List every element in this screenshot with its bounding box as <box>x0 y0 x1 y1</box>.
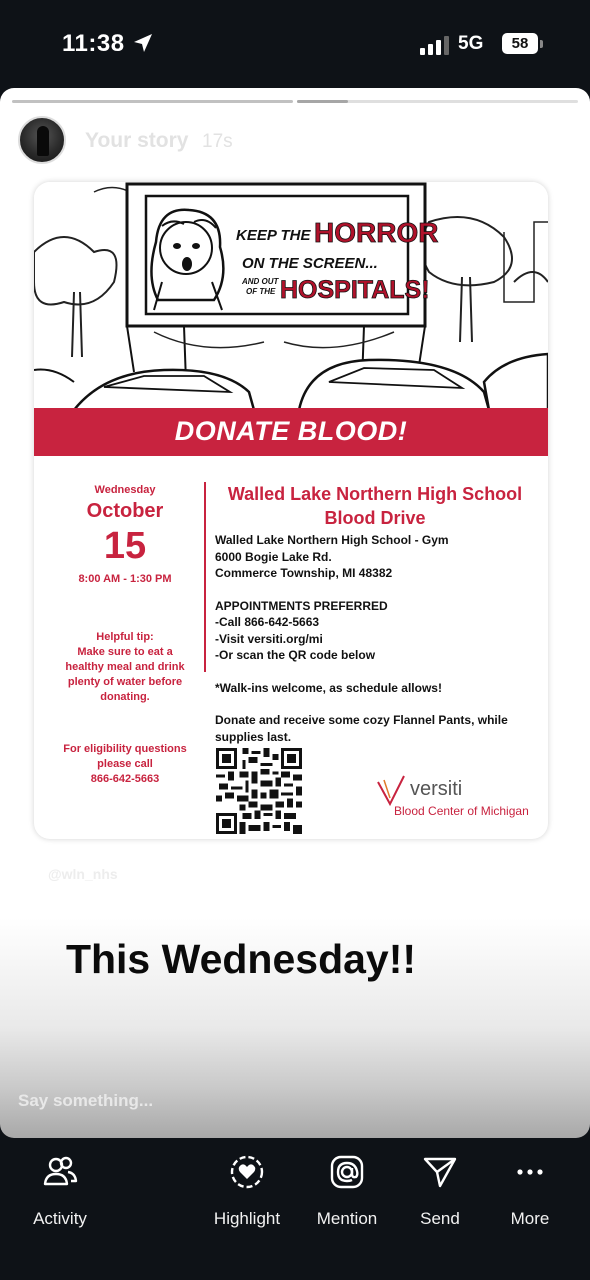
event-details <box>215 482 535 745</box>
tip-line: Helpful tip: <box>96 631 154 643</box>
story-timestamp: 17s <box>202 131 233 152</box>
event-hours: 8:00 AM - 1:30 PM <box>78 573 172 585</box>
battery-cap <box>540 40 543 48</box>
appointments-info <box>215 598 535 664</box>
tip-line: donating. <box>100 691 150 703</box>
story-viewer[interactable] <box>0 88 590 1138</box>
address-line: Commerce Township, MI 48382 <box>215 566 393 580</box>
eligibility-line: For eligibility questions <box>63 743 187 755</box>
billboard-line-3b: OF THE <box>246 287 276 296</box>
more-icon <box>512 1154 548 1190</box>
more-label: More <box>510 1209 550 1228</box>
walkins-line: *Walk-ins welcome, as schedule allows! <box>215 680 442 695</box>
people-icon <box>42 1154 78 1190</box>
billboard-line-1a: KEEP THE <box>236 227 311 244</box>
at-icon <box>329 1154 365 1190</box>
logo-name: versiti <box>410 778 463 800</box>
location-arrow-icon <box>132 32 154 54</box>
event-month: October <box>86 500 164 522</box>
drive-in-illustration <box>34 182 548 410</box>
more-button[interactable] <box>480 1154 580 1229</box>
story-caption: This Wednesday!! <box>65 936 417 982</box>
versiti-mark-icon <box>374 774 410 808</box>
story-progress-segment <box>12 100 293 103</box>
tip-line: Make sure to eat a <box>77 646 173 658</box>
eligibility-note <box>62 742 188 787</box>
tip-line: plenty of water before <box>67 676 183 688</box>
walkins-note <box>215 680 535 697</box>
helpful-tip <box>62 630 188 705</box>
mention-sticker[interactable]: @wln_nhs <box>48 866 118 882</box>
event-day-number: 15 <box>103 525 147 567</box>
billboard-line-2: ON THE SCREEN... <box>242 255 378 272</box>
reply-input[interactable]: Say something... <box>18 1091 154 1110</box>
appointments-line: -Visit versiti.org/mi <box>215 631 323 646</box>
appointments-line: -Or scan the QR code below <box>215 648 376 662</box>
battery-icon: 58 <box>502 33 538 54</box>
billboard-line-3a: AND OUT <box>242 277 279 286</box>
network-type: 5G <box>458 33 484 54</box>
flyer-image <box>34 182 548 839</box>
clock: 11:38 <box>62 30 125 57</box>
billboard-line-1b: HORROR <box>314 217 439 248</box>
appointments-heading: APPOINTMENTS PREFERRED <box>215 598 388 613</box>
close-icon[interactable] <box>544 126 576 158</box>
highlight-heart-icon <box>229 1154 265 1190</box>
logo-subtitle: Blood Center of Michigan <box>394 804 529 818</box>
event-title-line: Blood Drive <box>324 508 426 528</box>
donate-incentive <box>215 712 535 745</box>
donate-banner-text: DONATE BLOOD! <box>174 416 408 446</box>
mention-button[interactable] <box>297 1154 397 1229</box>
qr-code <box>216 748 302 834</box>
activity-button[interactable] <box>10 1154 110 1229</box>
send-button[interactable] <box>390 1154 490 1229</box>
address-line: Walled Lake Northern High School - Gym <box>215 533 449 547</box>
story-progress-segment-active <box>297 100 578 103</box>
column-divider <box>204 482 206 672</box>
eligibility-line: please call <box>97 758 153 770</box>
appointments-line: -Call 866-642-5663 <box>215 615 320 629</box>
send-label: Send <box>420 1209 460 1228</box>
story-username[interactable]: Your story <box>85 129 189 152</box>
tip-line: healthy meal and drink <box>65 661 185 673</box>
event-date-block <box>58 484 192 585</box>
story-action-bar <box>0 1138 590 1280</box>
donate-line: Donate and receive some cozy Flannel Pants, while <box>215 713 508 727</box>
address-line: 6000 Bogie Lake Rd. <box>215 549 332 564</box>
event-title-line: Walled Lake Northern High School <box>227 484 523 504</box>
eligibility-phone: 866-642-5663 <box>90 773 160 785</box>
event-title <box>215 482 535 530</box>
event-weekday: Wednesday <box>94 484 156 496</box>
send-icon <box>422 1154 458 1190</box>
highlight-label: Highlight <box>213 1209 281 1228</box>
activity-label: Activity <box>33 1209 87 1228</box>
event-address <box>215 532 535 582</box>
donate-banner <box>34 408 548 456</box>
billboard-line-3c: HOSPITALS! <box>280 276 430 304</box>
cellular-signal-icon <box>420 35 450 55</box>
avatar[interactable] <box>18 116 66 164</box>
status-bar <box>0 0 590 88</box>
versiti-logo <box>374 774 534 822</box>
mention-label: Mention <box>316 1209 378 1228</box>
donate-line: supplies last. <box>215 729 292 744</box>
highlight-button[interactable] <box>197 1154 297 1229</box>
